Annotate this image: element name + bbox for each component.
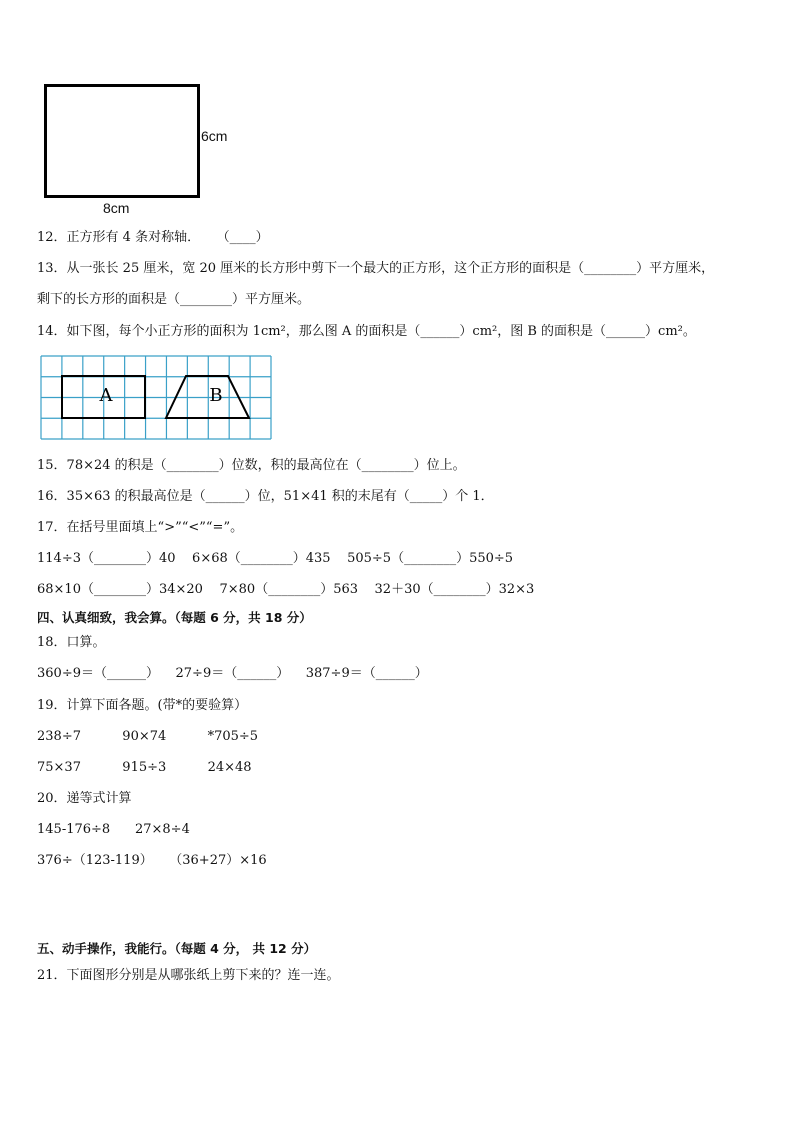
question-20-row2: 376÷（123-119） （36+27）×16 <box>37 853 267 868</box>
rectangle-height-label: 6cm <box>201 128 228 144</box>
rectangle-width-label: 8cm <box>103 200 130 216</box>
shape-a-label: A <box>99 385 113 406</box>
question-13-line1: 13．从一张长 25 厘米，宽 20 厘米的长方形中剪下一个最大的正方形，这个正方形的面积是（________）平方厘米， <box>37 261 715 276</box>
question-19-row2: 75×37 915÷3 24×48 <box>37 760 252 775</box>
question-15: 15．78×24 的积是（________）位数，积的最高位在（________）位上。 <box>37 458 466 473</box>
question-12: 12．正方形有 4 条对称轴． （____） <box>37 230 269 245</box>
question-21: 21．下面图形分别是从哪张纸上剪下来的？连一连。 <box>37 968 340 983</box>
shape-b-label: B <box>209 385 223 406</box>
question-14: 14．如下图，每个小正方形的面积为 1cm²，那么图 A 的面积是（______）cm²，图 B 的面积是（______）cm²。 <box>37 324 696 339</box>
section-4-heading: 四、认真细致，我会算。（每题 6 分，共 18 分） <box>37 610 312 625</box>
question-13-line2: 剩下的长方形的面积是（________）平方厘米。 <box>37 292 311 307</box>
rectangle-figure <box>44 84 200 198</box>
question-17-row1: 114÷3（________）40 6×68（________）435 505÷5（________）550÷5 <box>37 551 514 566</box>
question-18-row: 360÷9＝（______） 27÷9＝（______） 387÷9＝（______） <box>37 666 428 681</box>
question-18: 18．口算。 <box>37 635 106 650</box>
section-5-heading: 五、动手操作，我能行。（每题 4 分， 共 12 分） <box>37 941 317 956</box>
question-19: 19．计算下面各题。(带*的要验算） <box>37 698 248 713</box>
question-16: 16．35×63 的积最高位是（______）位，51×41 积的末尾有（_____）个 1． <box>37 489 494 504</box>
question-17-row2: 68×10（________）34×20 7×80（________）563 32＋30（________）32×3 <box>37 582 535 597</box>
question-20: 20．递等式计算 <box>37 791 132 806</box>
question-17: 17．在括号里面填上“>”“<”“=”。 <box>37 520 244 535</box>
question-20-row1: 145-176÷8 27×8÷4 <box>37 822 190 837</box>
grid-figure <box>40 355 272 440</box>
question-19-row1: 238÷7 90×74 *705÷5 <box>37 729 259 744</box>
